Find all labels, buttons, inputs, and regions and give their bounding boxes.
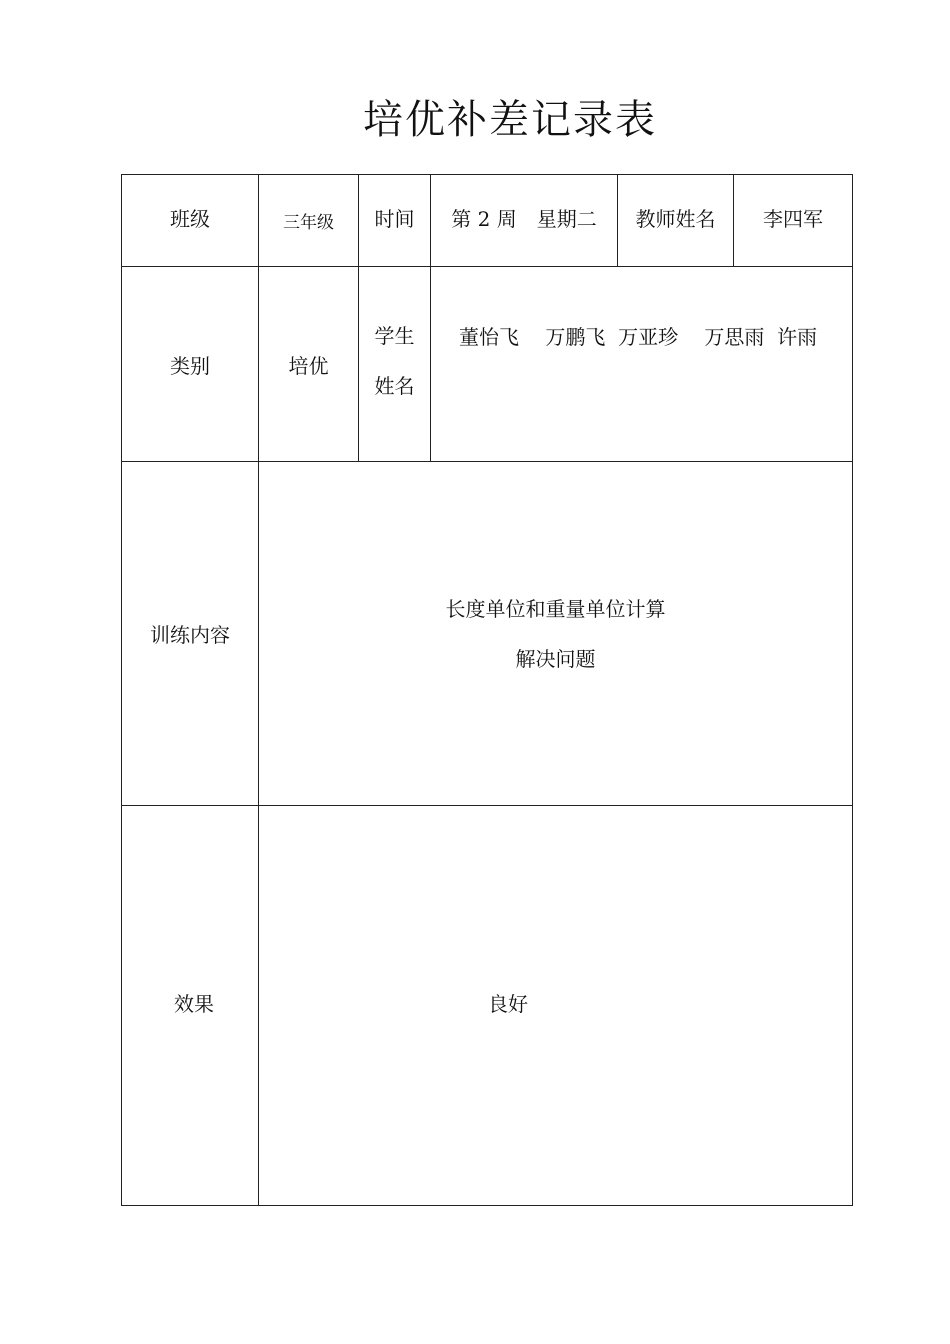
student-label-line-2: 姓名 [374, 374, 415, 398]
class-value: 三年级 [283, 212, 334, 233]
content-line-1: 长度单位和重量单位计算 [445, 596, 666, 621]
time-label: 时间 [374, 206, 415, 231]
student-label-line-1: 学生 [374, 324, 415, 348]
time-value: 第 2 周 星期二 [451, 206, 597, 231]
page-title: 培优补差记录表 [363, 97, 657, 143]
content-label: 训练内容 [150, 623, 230, 647]
class-label: 班级 [170, 206, 210, 231]
student-label [359, 311, 430, 411]
effect-label: 效果 [174, 992, 214, 1016]
category-value: 培优 [288, 353, 329, 378]
content-value [259, 462, 852, 805]
teacher-label: 教师姓名 [635, 206, 716, 231]
category-label: 类别 [170, 353, 210, 378]
record-table [121, 174, 853, 1206]
effect-value: 良好 [488, 992, 528, 1016]
student-names: 董怡飞 万鹏飞 万亚珍 万思雨 许雨 [459, 325, 818, 349]
content-line-2: 解决问题 [515, 646, 596, 671]
teacher-value: 李四军 [763, 206, 823, 231]
